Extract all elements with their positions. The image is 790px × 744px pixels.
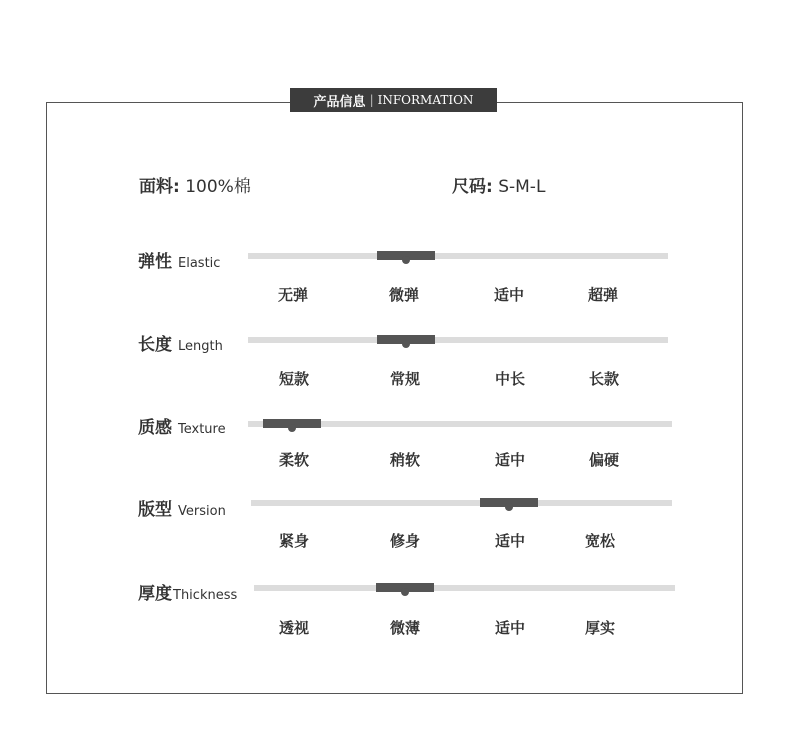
option-label: 稍软 [389,451,420,469]
row-version-label [138,495,226,520]
marker-dot [402,340,410,348]
length-scale-track [248,337,668,343]
elastic-scale-track [248,253,668,259]
option-label: 适中 [493,286,524,304]
fabric-spec [139,172,251,197]
size-value: S-M-L [498,177,546,197]
texture-scale-track [248,421,672,427]
row-length-label [138,330,223,355]
option-label: 微薄 [389,619,420,637]
section-title-en: INFORMATION [377,93,474,107]
row-elastic-label [138,247,220,272]
length-scale-marker [377,335,435,344]
fabric-label: 面料: [139,177,180,197]
option-label: 适中 [494,619,525,637]
row-label-cn: 版型 [138,500,172,520]
marker-dot [505,503,513,511]
row-label-en: Elastic [178,256,221,271]
row-label-en: Version [178,504,226,519]
section-title-separator: | [369,93,374,107]
option-label: 短款 [278,370,309,388]
version-scale-marker [480,498,538,507]
option-label: 修身 [389,532,420,550]
thickness-scale-marker [376,583,434,592]
elastic-scale-marker [377,251,435,260]
row-texture-label [138,413,226,438]
row-label-en: Thickness [173,588,238,603]
option-label: 透视 [278,619,309,637]
option-label: 无弹 [277,286,308,304]
row-label-cn: 弹性 [138,252,172,272]
size-label: 尺码: [452,177,493,197]
section-title [290,88,497,112]
row-label-en: Length [178,339,223,354]
row-label-cn: 长度 [138,335,172,355]
option-label: 偏硬 [588,451,619,469]
row-thickness-label [138,579,237,604]
marker-dot [402,256,410,264]
marker-dot [401,588,409,596]
option-label: 中长 [494,370,525,388]
row-label-cn: 厚度 [138,584,172,604]
option-label: 宽松 [584,532,615,550]
size-spec [452,172,545,197]
version-scale-track [251,500,672,506]
texture-scale-marker [263,419,321,428]
option-label: 长款 [588,370,619,388]
option-label: 厚实 [584,619,615,637]
marker-dot [288,424,296,432]
option-label: 适中 [494,532,525,550]
option-label: 柔软 [278,451,309,469]
section-title-cn: 产品信息 [313,94,366,110]
option-label: 紧身 [278,532,309,550]
option-label: 适中 [494,451,525,469]
thickness-scale-track [254,585,675,591]
option-label: 微弹 [388,286,419,304]
fabric-value: 100%棉 [185,177,251,197]
option-label: 常规 [389,370,420,388]
option-label: 超弹 [587,286,618,304]
row-label-cn: 质感 [138,418,172,438]
row-label-en: Texture [178,422,226,437]
